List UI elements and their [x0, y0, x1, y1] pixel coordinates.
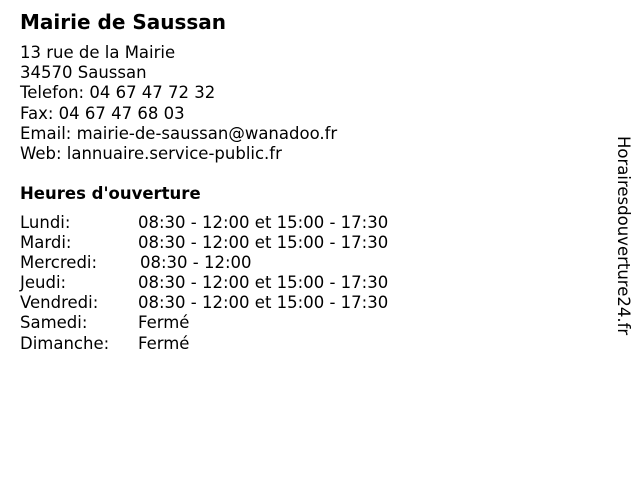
street-address: 13 rue de la Mairie: [20, 43, 176, 62]
hours-row-tuesday: [20, 233, 388, 253]
email-address: Email: mairie-de-saussan@wanadoo.fr: [20, 123, 338, 143]
hours-row-wednesday: [20, 253, 388, 273]
hours-row-monday: [20, 213, 388, 233]
hours-value: Fermé: [138, 333, 190, 353]
day-label: Dimanche:: [20, 333, 110, 353]
hours-value: 08:30 - 12:00: [140, 253, 252, 273]
hours-value: 08:30 - 12:00 et 15:00 - 17:30: [138, 233, 389, 253]
day-label: Lundi:: [20, 213, 71, 232]
hours-row-friday: [20, 293, 388, 313]
page-title: Mairie de Saussan: [20, 10, 227, 34]
phone-number: Telefon: 04 67 47 72 32: [20, 83, 216, 103]
hours-row-thursday: [20, 273, 388, 293]
hours-row-sunday: [20, 334, 388, 354]
day-label: Mercredi:: [20, 253, 98, 273]
opening-hours-table: [20, 213, 388, 354]
day-label: Vendredi:: [20, 293, 99, 313]
day-label: Mardi:: [20, 233, 72, 253]
opening-hours-heading: Heures d'ouverture: [20, 184, 201, 203]
hours-value: Fermé: [138, 313, 190, 333]
address-block: [20, 43, 337, 164]
hours-value: 08:30 - 12:00 et 15:00 - 17:30: [138, 273, 389, 293]
site-watermark: Horairesdouverture24.fr: [614, 136, 633, 336]
city-postcode: 34570 Saussan: [20, 63, 147, 83]
day-label: Samedi:: [20, 313, 88, 333]
hours-value: 08:30 - 12:00 et 15:00 - 17:30: [138, 213, 389, 232]
hours-row-saturday: [20, 313, 388, 333]
website: Web: lannuaire.service-public.fr: [20, 144, 282, 164]
fax-number: Fax: 04 67 47 68 03: [20, 103, 185, 123]
hours-value: 08:30 - 12:00 et 15:00 - 17:30: [138, 293, 389, 313]
day-label: Jeudi:: [20, 273, 67, 293]
